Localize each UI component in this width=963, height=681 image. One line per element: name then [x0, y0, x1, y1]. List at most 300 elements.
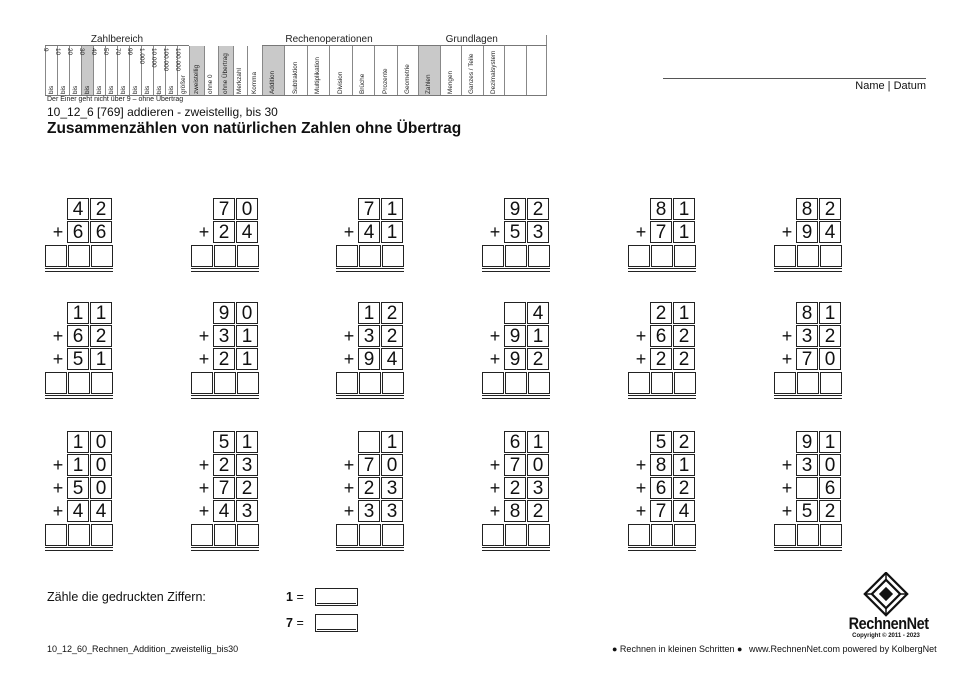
- result-double-line: [45, 398, 113, 399]
- plus-sign: +: [635, 455, 647, 475]
- grundlagen-cell: [397, 46, 419, 96]
- plus-sign: +: [781, 326, 793, 346]
- digit-box: 0: [819, 454, 841, 476]
- digit-box: 7: [358, 198, 380, 220]
- operationen-cell: [329, 46, 352, 96]
- equals-sign: =: [296, 616, 304, 630]
- result-box[interactable]: [651, 372, 673, 394]
- operationen-label: Addition: [269, 70, 277, 94]
- digit-box: 7: [650, 500, 672, 522]
- digit-box: 7: [504, 454, 526, 476]
- digit-box: 5: [650, 431, 672, 453]
- result-box[interactable]: [191, 524, 213, 546]
- result-box[interactable]: [797, 524, 819, 546]
- grundlagen-cell: [483, 46, 505, 96]
- digit-box: 3: [527, 477, 549, 499]
- result-double-line: [628, 268, 696, 269]
- digit-box: 9: [796, 431, 818, 453]
- zahlbereich-top-label: 50: [101, 48, 109, 56]
- plus-sign: +: [489, 455, 501, 475]
- result-box[interactable]: [628, 372, 650, 394]
- zahlbereich-top-label: 10.000: [149, 48, 157, 68]
- stellen-label: ohne Übertrag: [221, 53, 229, 94]
- digit-box: 8: [650, 454, 672, 476]
- digit-box: 8: [650, 198, 672, 220]
- digit-box: 5: [67, 348, 89, 370]
- digit-box: 5: [67, 477, 89, 499]
- result-box[interactable]: [797, 372, 819, 394]
- digit-box: 1: [67, 302, 89, 324]
- stellen-label: ohne 0: [207, 74, 215, 94]
- digit-box: 7: [213, 198, 235, 220]
- stellen-cell: [189, 46, 204, 96]
- digit-box: 1: [381, 221, 403, 243]
- zahlbereich-top-label: 30: [77, 48, 85, 56]
- zahlbereich-top-label: 99: [125, 48, 133, 56]
- digit-box: [358, 431, 380, 453]
- grundlagen-label: Geometrie: [403, 64, 411, 94]
- result-box[interactable]: [214, 372, 236, 394]
- digit-box: 9: [504, 325, 526, 347]
- plus-sign: +: [635, 349, 647, 369]
- digit-box: 1: [673, 302, 695, 324]
- copyright: Copyright © 2011 - 2023: [852, 633, 920, 639]
- digit-box: 1: [90, 302, 112, 324]
- plus-sign: +: [52, 478, 64, 498]
- result-box[interactable]: [336, 245, 358, 267]
- zahlbereich-bottom-label: bis: [167, 85, 175, 94]
- zahlbereich-bottom-label: bis: [47, 85, 55, 94]
- digit-box: 8: [796, 302, 818, 324]
- plus-sign: +: [781, 222, 793, 242]
- result-box[interactable]: [674, 245, 696, 267]
- digit-box: 3: [381, 500, 403, 522]
- zahlbereich-bottom-label: bis: [119, 85, 127, 94]
- digit-box: 4: [90, 500, 112, 522]
- result-box[interactable]: [528, 524, 550, 546]
- result-double-line: [191, 268, 259, 269]
- zahlbereich-bottom-label: bis: [107, 85, 115, 94]
- result-double-line: [45, 395, 113, 396]
- stellen-cell: [247, 46, 262, 96]
- digit-box: 3: [358, 325, 380, 347]
- result-box[interactable]: [336, 372, 358, 394]
- result-double-line: [628, 271, 696, 272]
- result-box[interactable]: [191, 245, 213, 267]
- footer-website: www.RechnenNet.com powered by KolbergNet: [749, 644, 937, 654]
- result-box[interactable]: [91, 524, 113, 546]
- result-double-line: [774, 550, 842, 551]
- digit-box: 2: [236, 477, 258, 499]
- digit-box: 6: [67, 325, 89, 347]
- digit-box: 9: [796, 221, 818, 243]
- grundlagen-cell: [504, 46, 526, 96]
- digit-box: 4: [527, 302, 549, 324]
- digit-box: 1: [527, 325, 549, 347]
- digit-box: 2: [90, 198, 112, 220]
- digit-box: 6: [67, 221, 89, 243]
- operationen-cell: [307, 46, 330, 96]
- result-box[interactable]: [45, 524, 67, 546]
- plus-sign: +: [198, 501, 210, 521]
- grundlagen-label: Ganzes / Teile: [468, 53, 476, 94]
- digit-box: 2: [504, 477, 526, 499]
- digit-box: 3: [236, 454, 258, 476]
- result-box[interactable]: [45, 372, 67, 394]
- digit-box: 0: [90, 477, 112, 499]
- digit-box: 1: [673, 198, 695, 220]
- result-box[interactable]: [651, 245, 673, 267]
- digit-box: 8: [796, 198, 818, 220]
- grundlagen-cell: [418, 46, 440, 96]
- digit-box: 2: [527, 348, 549, 370]
- count-answer-box[interactable]: [315, 588, 358, 606]
- digit-box: 2: [673, 325, 695, 347]
- equals-sign: =: [296, 590, 304, 604]
- digit-box: 1: [673, 454, 695, 476]
- group-title: Rechenoperationen: [285, 34, 373, 45]
- digit-box: 6: [819, 477, 841, 499]
- zahlbereich-top-label: 70: [113, 48, 121, 56]
- result-box[interactable]: [774, 524, 796, 546]
- result-box[interactable]: [820, 372, 842, 394]
- digit-box: 8: [504, 500, 526, 522]
- plus-sign: +: [343, 478, 355, 498]
- result-double-line: [336, 395, 404, 396]
- zahlbereich-bottom-label: bis: [95, 85, 103, 94]
- digit-box: 6: [650, 477, 672, 499]
- result-box[interactable]: [45, 245, 67, 267]
- zahlbereich-bottom-label: bis: [83, 85, 91, 94]
- digit-box: 9: [504, 198, 526, 220]
- stellen-cell: [218, 46, 233, 96]
- result-box[interactable]: [505, 372, 527, 394]
- digit-box: 1: [90, 348, 112, 370]
- result-box[interactable]: [91, 245, 113, 267]
- plus-sign: +: [635, 478, 647, 498]
- logo-text: RechnenNet: [848, 614, 929, 633]
- digit-box: 2: [819, 500, 841, 522]
- footer-filename: 10_12_60_Rechnen_Addition_zweistellig_bis30: [47, 644, 239, 654]
- grundlagen-cell: [526, 46, 548, 96]
- result-double-line: [628, 547, 696, 548]
- plus-sign: +: [343, 326, 355, 346]
- result-double-line: [482, 268, 550, 269]
- plus-sign: +: [343, 222, 355, 242]
- result-box[interactable]: [797, 245, 819, 267]
- digit-box: 2: [819, 325, 841, 347]
- digit-box: 0: [819, 348, 841, 370]
- result-box[interactable]: [68, 245, 90, 267]
- footer-slogan: ● Rechnen in kleinen Schritten ●: [612, 644, 743, 654]
- plus-sign: +: [52, 222, 64, 242]
- digit-box: 2: [381, 325, 403, 347]
- count-row: [281, 590, 304, 604]
- result-double-line: [191, 398, 259, 399]
- digit-box: 3: [527, 221, 549, 243]
- result-double-line: [45, 550, 113, 551]
- digit-box: 7: [358, 454, 380, 476]
- result-double-line: [628, 398, 696, 399]
- result-box[interactable]: [505, 245, 527, 267]
- digit-box: 4: [381, 348, 403, 370]
- result-box[interactable]: [382, 524, 404, 546]
- result-box[interactable]: [482, 524, 504, 546]
- digit-box: 6: [504, 431, 526, 453]
- digit-box: 1: [819, 431, 841, 453]
- result-double-line: [628, 395, 696, 396]
- result-box[interactable]: [191, 372, 213, 394]
- name-date-line: [663, 78, 926, 79]
- plus-sign: +: [781, 455, 793, 475]
- zahlbereich-top-label: 9: [41, 48, 49, 52]
- result-double-line: [191, 271, 259, 272]
- digit-box: [504, 302, 526, 324]
- digit-box: 5: [504, 221, 526, 243]
- plus-sign: +: [52, 326, 64, 346]
- digit-box: 4: [67, 500, 89, 522]
- digit-box: 4: [236, 221, 258, 243]
- digit-box: 5: [213, 431, 235, 453]
- result-box[interactable]: [237, 245, 259, 267]
- group-line: [397, 45, 548, 46]
- result-double-line: [482, 398, 550, 399]
- result-box[interactable]: [382, 372, 404, 394]
- result-box[interactable]: [214, 524, 236, 546]
- result-double-line: [482, 271, 550, 272]
- digit-box: 1: [527, 431, 549, 453]
- digit-box: 0: [90, 454, 112, 476]
- plus-sign: +: [198, 478, 210, 498]
- digit-box: 4: [819, 221, 841, 243]
- result-box[interactable]: [651, 524, 673, 546]
- page-title: Zusammenzählen von natürlichen Zahlen ohne Übertrag: [47, 120, 462, 137]
- result-double-line: [191, 547, 259, 548]
- result-box[interactable]: [336, 524, 358, 546]
- digit-box: 2: [90, 325, 112, 347]
- zahlbereich-bottom-label: größer: [179, 75, 187, 94]
- digit-box: 0: [90, 431, 112, 453]
- grundlagen-cell: [461, 46, 483, 96]
- count-row: [281, 616, 304, 630]
- digit-box: 3: [796, 454, 818, 476]
- operationen-cell: [352, 46, 375, 96]
- plus-sign: +: [198, 455, 210, 475]
- count-digit: 7: [286, 616, 293, 630]
- grundlagen-label: Zahlen: [425, 74, 433, 94]
- digit-box: 1: [67, 454, 89, 476]
- result-double-line: [482, 550, 550, 551]
- digit-box: 1: [236, 325, 258, 347]
- result-double-line: [336, 271, 404, 272]
- result-box[interactable]: [820, 245, 842, 267]
- plus-sign: +: [489, 349, 501, 369]
- group-line: [262, 45, 397, 46]
- name-date-label: Name | Datum: [855, 80, 926, 92]
- result-double-line: [45, 547, 113, 548]
- plus-sign: +: [52, 349, 64, 369]
- operationen-label: Division: [336, 71, 344, 94]
- classification-table: [41, 34, 650, 96]
- operationen-label: Prozente: [381, 68, 389, 94]
- digit-box: 3: [236, 500, 258, 522]
- result-box[interactable]: [382, 245, 404, 267]
- result-box[interactable]: [214, 245, 236, 267]
- zahlbereich-top-label: 100.000: [161, 48, 169, 72]
- digit-box: 6: [90, 221, 112, 243]
- group-title: Grundlagen: [445, 34, 498, 45]
- result-box[interactable]: [774, 372, 796, 394]
- digit-box: 1: [67, 431, 89, 453]
- result-box[interactable]: [482, 245, 504, 267]
- zahlbereich-bottom-label: bis: [71, 85, 79, 94]
- digit-box: 7: [213, 477, 235, 499]
- plus-sign: +: [198, 222, 210, 242]
- result-double-line: [774, 271, 842, 272]
- result-box[interactable]: [359, 245, 381, 267]
- plus-sign: +: [343, 455, 355, 475]
- digit-box: 2: [650, 348, 672, 370]
- digit-box: 2: [819, 198, 841, 220]
- plus-sign: +: [343, 501, 355, 521]
- result-double-line: [191, 550, 259, 551]
- digit-box: 9: [358, 348, 380, 370]
- zahlbereich-bottom-label: bis: [131, 85, 139, 94]
- result-box[interactable]: [774, 245, 796, 267]
- result-box[interactable]: [528, 245, 550, 267]
- result-box[interactable]: [68, 524, 90, 546]
- digit-box: 3: [213, 325, 235, 347]
- plus-sign: +: [635, 326, 647, 346]
- result-double-line: [774, 268, 842, 269]
- stellen-label: zweistellig: [192, 64, 200, 94]
- operationen-label: Subtraktion: [291, 61, 299, 94]
- digit-box: 1: [381, 431, 403, 453]
- zahlbereich-bottom-label: bis: [59, 85, 67, 94]
- operationen-label: Brüche: [359, 73, 367, 94]
- zahlbereich-cell: [173, 46, 189, 96]
- digit-box: [796, 477, 818, 499]
- plus-sign: +: [781, 349, 793, 369]
- digit-box: 9: [504, 348, 526, 370]
- digit-box: 1: [819, 302, 841, 324]
- digit-box: 4: [213, 500, 235, 522]
- zahlbereich-top-label: 20: [65, 48, 73, 56]
- count-digits-label: Zähle die gedruckten Ziffern:: [47, 590, 206, 604]
- digit-box: 2: [527, 500, 549, 522]
- digit-box: 0: [236, 302, 258, 324]
- result-box[interactable]: [674, 372, 696, 394]
- plus-sign: +: [489, 501, 501, 521]
- result-double-line: [482, 547, 550, 548]
- result-double-line: [774, 398, 842, 399]
- result-double-line: [336, 398, 404, 399]
- digit-box: 3: [358, 500, 380, 522]
- digit-box: 7: [796, 348, 818, 370]
- stellen-cell: [233, 46, 248, 96]
- digit-box: 4: [67, 198, 89, 220]
- result-box[interactable]: [68, 372, 90, 394]
- result-box[interactable]: [359, 372, 381, 394]
- zahlbereich-bottom-label: bis: [155, 85, 163, 94]
- plus-sign: +: [198, 326, 210, 346]
- result-double-line: [45, 271, 113, 272]
- result-box[interactable]: [237, 372, 259, 394]
- digit-box: 0: [381, 454, 403, 476]
- result-box[interactable]: [528, 372, 550, 394]
- result-box[interactable]: [674, 524, 696, 546]
- grundlagen-label: Dezimalsystem: [489, 50, 497, 94]
- digit-box: 9: [213, 302, 235, 324]
- operationen-cell: [262, 46, 285, 96]
- digit-box: 3: [381, 477, 403, 499]
- digit-box: 1: [381, 198, 403, 220]
- plus-sign: +: [489, 222, 501, 242]
- digit-box: 5: [796, 500, 818, 522]
- digit-box: 4: [358, 221, 380, 243]
- plus-sign: +: [343, 349, 355, 369]
- digit-box: 2: [213, 221, 235, 243]
- digit-box: 1: [673, 221, 695, 243]
- zahlbereich-top-label: 40: [89, 48, 97, 56]
- stellen-label: Komma: [250, 71, 258, 94]
- stellen-cell: [204, 46, 219, 96]
- digit-box: 2: [381, 302, 403, 324]
- result-box[interactable]: [482, 372, 504, 394]
- zahlbereich-top-label: 100.000: [173, 48, 181, 72]
- plus-sign: +: [635, 501, 647, 521]
- digit-box: 2: [213, 454, 235, 476]
- result-box[interactable]: [628, 524, 650, 546]
- group-line: [45, 45, 189, 46]
- result-double-line: [336, 550, 404, 551]
- operationen-label: Multiplikation: [314, 57, 322, 94]
- digit-box: 0: [236, 198, 258, 220]
- digit-box: 1: [236, 348, 258, 370]
- zahlbereich-top-label: 10: [53, 48, 61, 56]
- plus-sign: +: [52, 501, 64, 521]
- result-double-line: [336, 268, 404, 269]
- plus-sign: +: [781, 478, 793, 498]
- header-note: Der Einer geht nicht über 9 – ohne Übertrag: [47, 96, 184, 103]
- result-box[interactable]: [505, 524, 527, 546]
- result-double-line: [45, 268, 113, 269]
- result-box[interactable]: [820, 524, 842, 546]
- digit-box: 7: [650, 221, 672, 243]
- digit-box: 2: [673, 431, 695, 453]
- result-double-line: [336, 547, 404, 548]
- plus-sign: +: [489, 478, 501, 498]
- plus-sign: +: [635, 222, 647, 242]
- plus-sign: +: [52, 455, 64, 475]
- digit-box: 2: [213, 348, 235, 370]
- result-box[interactable]: [628, 245, 650, 267]
- grundlagen-cell: [440, 46, 462, 96]
- digit-box: 6: [650, 325, 672, 347]
- result-box[interactable]: [237, 524, 259, 546]
- plus-sign: +: [489, 326, 501, 346]
- result-double-line: [774, 395, 842, 396]
- plus-sign: +: [781, 501, 793, 521]
- result-double-line: [191, 395, 259, 396]
- digit-box: 0: [527, 454, 549, 476]
- result-box[interactable]: [91, 372, 113, 394]
- count-answer-box[interactable]: [315, 614, 358, 632]
- plus-sign: +: [198, 349, 210, 369]
- digit-box: 2: [358, 477, 380, 499]
- result-box[interactable]: [359, 524, 381, 546]
- worksheet-code: 10_12_6 [769] addieren - zweistellig, bis 30: [47, 105, 278, 119]
